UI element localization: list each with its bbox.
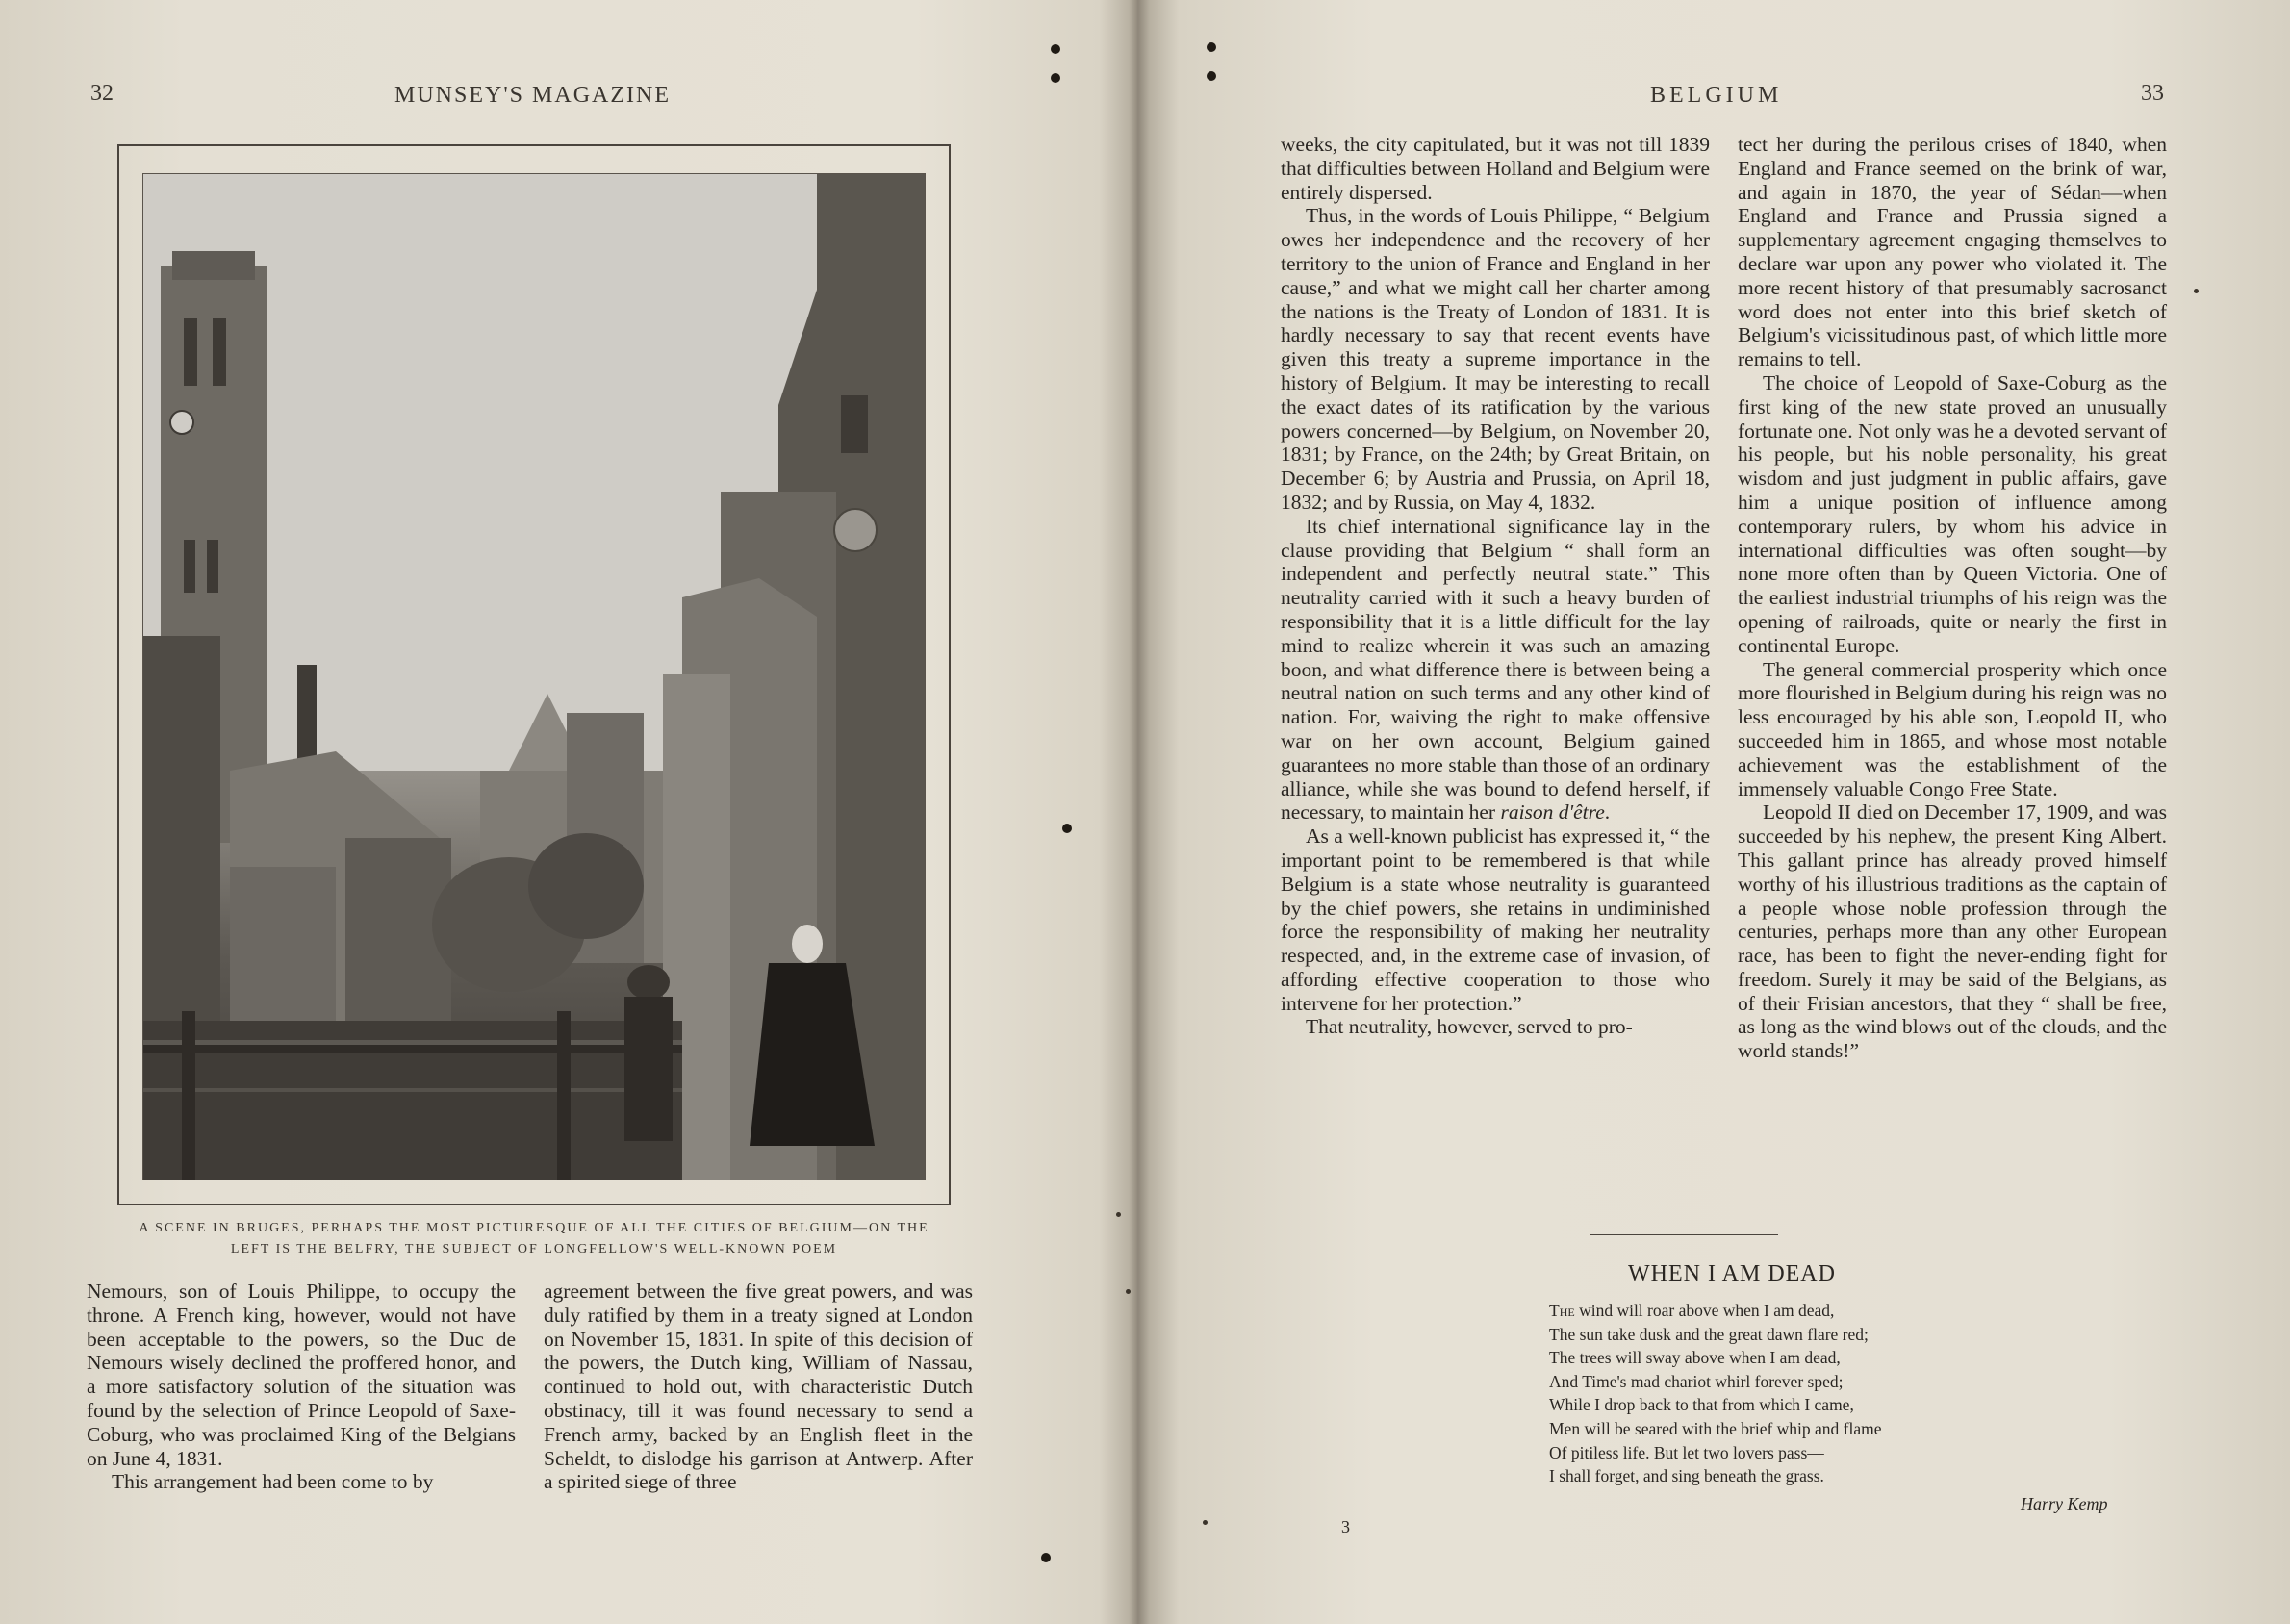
text-run: . — [1604, 800, 1611, 825]
poem-line: While I drop back to that from which I came, — [1549, 1395, 1854, 1415]
paper-speck — [1203, 1520, 1208, 1525]
right-column-2 — [1738, 133, 2167, 1063]
paragraph: As a well-known publicist has expressed it, “ the important point to be remembered is that while Belgium is a state whose neutrality is guaranteed by the chief powers, she retains in undiminished force the responsibility of making her neutrality respected, and, in the extreme case of invasion, of affording effective cooperation to those who intervene for her protection.” — [1281, 825, 1710, 1015]
poem-line-text: wind will roar above when I am dead, — [1574, 1301, 1835, 1320]
poem-line: I shall forget, and sing beneath the grass. — [1549, 1466, 1824, 1486]
paragraph: Leopold II died on December 17, 1909, and was succeeded by his nephew, the present King Albert. This gallant prince has already proved himself worthy of his illustrious traditions as the captain of a people whose noble profession through the centuries, perhaps more than any other European race, has been to fight the never-ending fight for freedom. Surely it may be said of the Belgians, as of their Frisian ancestors, that they “ shall be free, as long as the wind blows out of the clouds, and the world stands!” — [1738, 800, 2167, 1063]
poem-line: Men will be seared with the brief whip and flame — [1549, 1418, 1882, 1438]
binding-hole — [1207, 42, 1216, 52]
right-running-head: BELGIUM — [1650, 83, 1783, 108]
bruges-canal-photo — [142, 173, 926, 1180]
photo-illustration — [143, 174, 925, 1180]
poem-line — [1549, 1299, 2011, 1323]
poem-author: Harry Kemp — [2021, 1494, 2108, 1513]
right-page-number: 33 — [2141, 81, 2164, 106]
paragraph: tect her during the perilous crises of 1840, when England and France seemed on the brink of war, and again in 1870, the year of Sédan—when England and France and Prussia signed a supplementary agreement engaging themselves to declare war upon any power who violated it. The more recent history of that presumably sacrosanct word does not enter into this brief sketch of Belgium's vicissitudinous past, of which little more remains to tell. — [1738, 133, 2167, 371]
binding-hole — [1051, 73, 1060, 83]
poem-line: The trees will sway above when I am dead, — [1549, 1348, 1841, 1368]
caption-line-1: A SCENE IN BRUGES, PERHAPS THE MOST PICTURESQUE OF ALL THE CITIES OF BELGIUM—ON THE — [139, 1221, 929, 1235]
binding-hole — [1051, 44, 1060, 54]
paragraph: That neutrality, however, served to pro- — [1306, 1015, 1633, 1039]
poem-first-word: The — [1549, 1301, 1575, 1320]
paper-speck — [1126, 1289, 1131, 1294]
left-page — [0, 0, 1131, 1624]
right-column-1 — [1281, 133, 1710, 1039]
poem-title: WHEN I AM DEAD — [1628, 1261, 1836, 1286]
left-column-1 — [87, 1280, 516, 1494]
paragraph — [1281, 515, 1710, 825]
paragraph: This arrangement had been come to by — [112, 1470, 434, 1494]
poem-line: Of pitiless life. But let two lovers pass— — [1549, 1442, 1824, 1462]
text-run: Its chief international significance lay in the clause providing that Belgium “ shall form an independent and perfectly neutral state.” This neutrality carried with it such a heavy burden of responsibility that it is a little difficult for the lay mind to realize wherein it was such an amazing boon, and what difference there is between being a neutral nation on such terms and any other kind of nation. For, waiving the right to make offensive war on her own account, Belgium gained guarantees no more stable than those of an ordinary alliance, while she was bound to defend herself, if necessary, to maintain her — [1281, 514, 1710, 825]
binding-hole — [1062, 824, 1072, 833]
paper-speck — [2194, 289, 2199, 293]
poem-line: The sun take dusk and the great dawn flare red; — [1549, 1324, 1869, 1344]
binding-hole — [1041, 1553, 1051, 1562]
left-running-head: MUNSEY'S MAGAZINE — [394, 83, 671, 108]
paragraph: agreement between the five great powers, and was duly ratified by them in a treaty signed at London on November 15, 1831. In spite of this decision of the powers, the Dutch king, William of Nassau, continued to hold out, with characteristic Dutch obstinacy, till it was found necessary to send a French army, backed by an English fleet in the Scheldt, to dislodge his garrison at Antwerp. After a spirited siege of three — [544, 1280, 973, 1494]
left-column-2 — [544, 1280, 973, 1494]
photo-caption — [87, 1218, 981, 1260]
paragraph: weeks, the city capitulated, but it was not till 1839 that difficulties between Holland and Belgium were entirely dispersed. — [1281, 133, 1710, 204]
caption-line-2: LEFT IS THE BELFRY, THE SUBJECT OF LONGFELLOW'S WELL-KNOWN POEM — [230, 1242, 838, 1256]
paragraph: Thus, in the words of Louis Philippe, “ Belgium owes her independence and the recovery of her territory to the union of France and England in her cause,” and what we might call her charter among the nations is the Treaty of London of 1831. It is hardly necessary to say that recent events have given this treaty a supreme importance in the history of Belgium. It may be interesting to recall the exact dates of its ratification by the various powers concerned—by Belgium, on November 20, 1831; by France, on the 24th; by Great Britain, on December 6; by Austria and Prussia, on April 18, 1832; and by Russia, on May 4, 1832. — [1281, 204, 1710, 514]
binding-hole — [1207, 71, 1216, 81]
paragraph: The general commercial prosperity which once more flourished in Belgium during his reign was no less encouraged by his able son, Leopold II, who succeeded him in 1865, and whose most notable achievement was the establishment of the immensely valuable Congo Free State. — [1738, 657, 2167, 800]
paragraph: The choice of Leopold of Saxe-Coburg as the first king of the new state proved an unusually fortunate one. Not only was he a devoted servant of his people, but his noble personality, his great wisdom and just judgment in public affairs, gave him a unique position of influence among contemporary rulers, by whom his advice in international difficulties was often sought—by none more often than by Queen Victoria. One of the earliest industrial triumphs of his reign was the opening of railroads, quite or nearly the first in continental Europe. — [1738, 370, 2167, 657]
signature-mark: 3 — [1341, 1517, 1350, 1536]
paper-speck — [1116, 1212, 1121, 1217]
section-divider — [1590, 1234, 1778, 1235]
paragraph: Nemours, son of Louis Philippe, to occupy the throne. A French king, however, would not have been acceptable to the powers, so the Duc de Nemours wisely declined the proffered honor, and a more satisfactory solution of the situation was found by the selection of Prince Leopold of Saxe-Coburg, who was proclaimed King of the Belgians on June 4, 1831. — [87, 1280, 516, 1470]
poem-line: And Time's mad chariot whirl forever sped; — [1549, 1371, 1844, 1391]
italic-phrase: raison d'être — [1500, 800, 1605, 825]
left-page-number: 32 — [90, 81, 114, 106]
poem-body — [1549, 1299, 2011, 1488]
